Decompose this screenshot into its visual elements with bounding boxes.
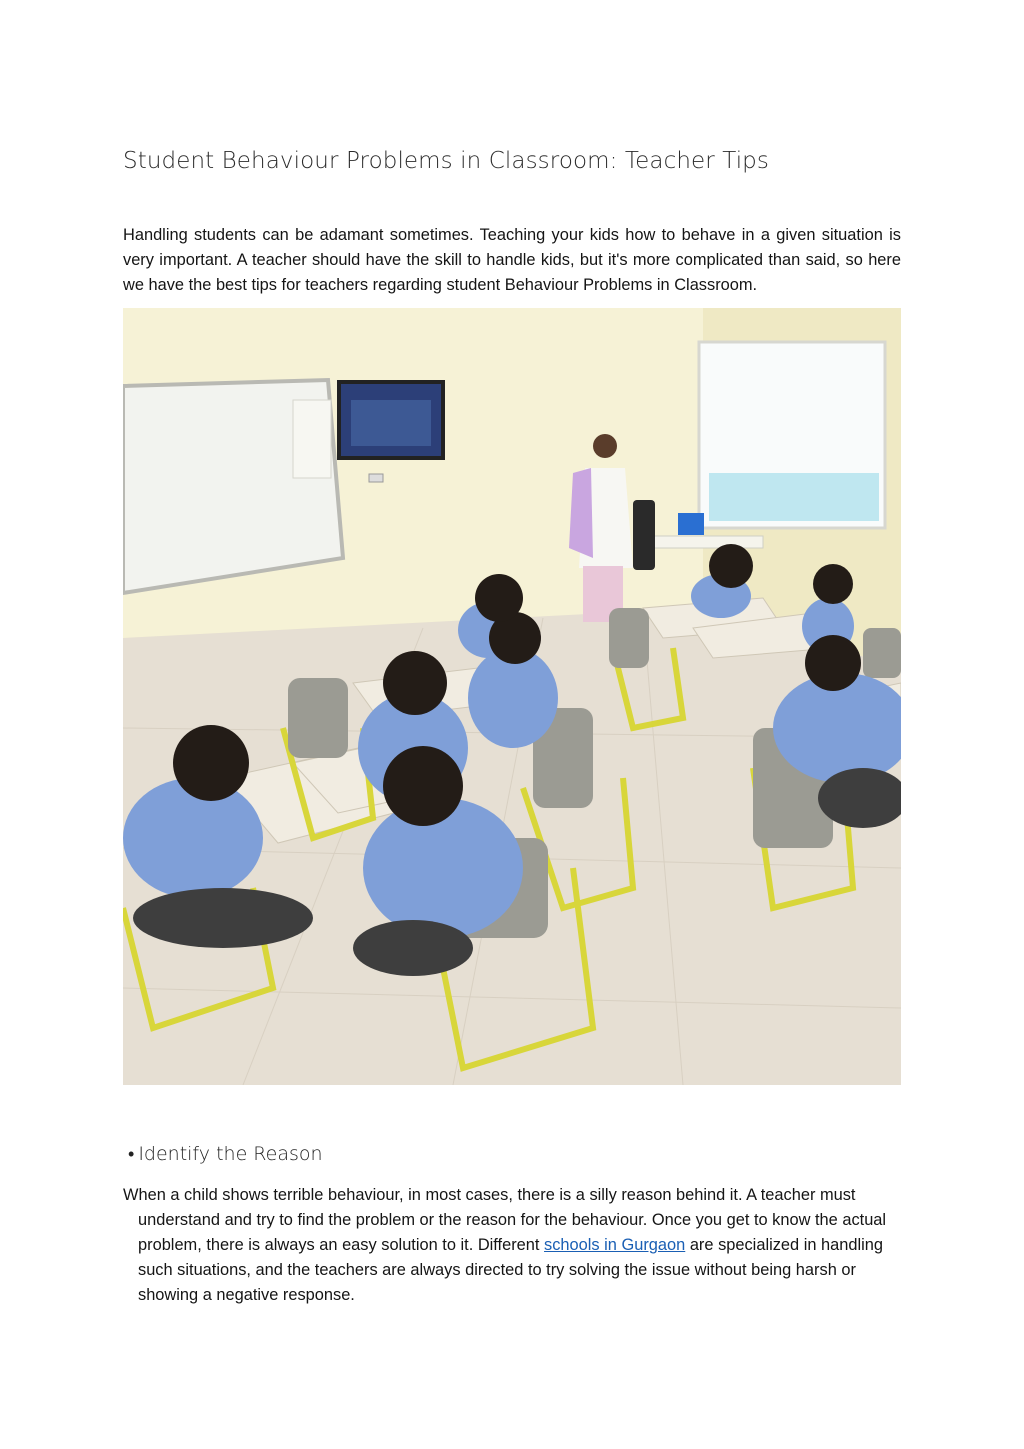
page-title: Student Behaviour Problems in Classroom: Teacher Tips	[123, 148, 769, 174]
paragraph-text-end: are specialized in handling such situations, and the teachers are always directed to try solving the issue without being harsh or showing a negative response.	[138, 1236, 883, 1304]
section-heading-text: Identify the Reason	[138, 1143, 323, 1165]
intro-paragraph: Handling students can be adamant sometimes. Teaching your kids how to behave in a given situation is very important. A teacher should have the skill to handle kids, but it's more complicated than said, so here we have the best tips for teachers regarding student Behaviour Problems in Classroom.	[123, 226, 901, 294]
classroom-photo	[123, 308, 901, 1085]
bullet-icon: •	[128, 1144, 135, 1165]
intro-container	[123, 223, 901, 309]
schools-in-gurgaon-link[interactable]: schools in Gurgaon	[544, 1236, 686, 1254]
section-paragraph	[123, 1183, 908, 1308]
paragraph-text-start: When a child shows terrible behaviour, in most cases, there is a silly reason behind it. A teacher must understand and try to find the problem or the reason for the behaviour. Once you get to know the actual problem, there is always an easy solution to it. Different	[123, 1186, 887, 1254]
section-heading	[128, 1143, 323, 1165]
